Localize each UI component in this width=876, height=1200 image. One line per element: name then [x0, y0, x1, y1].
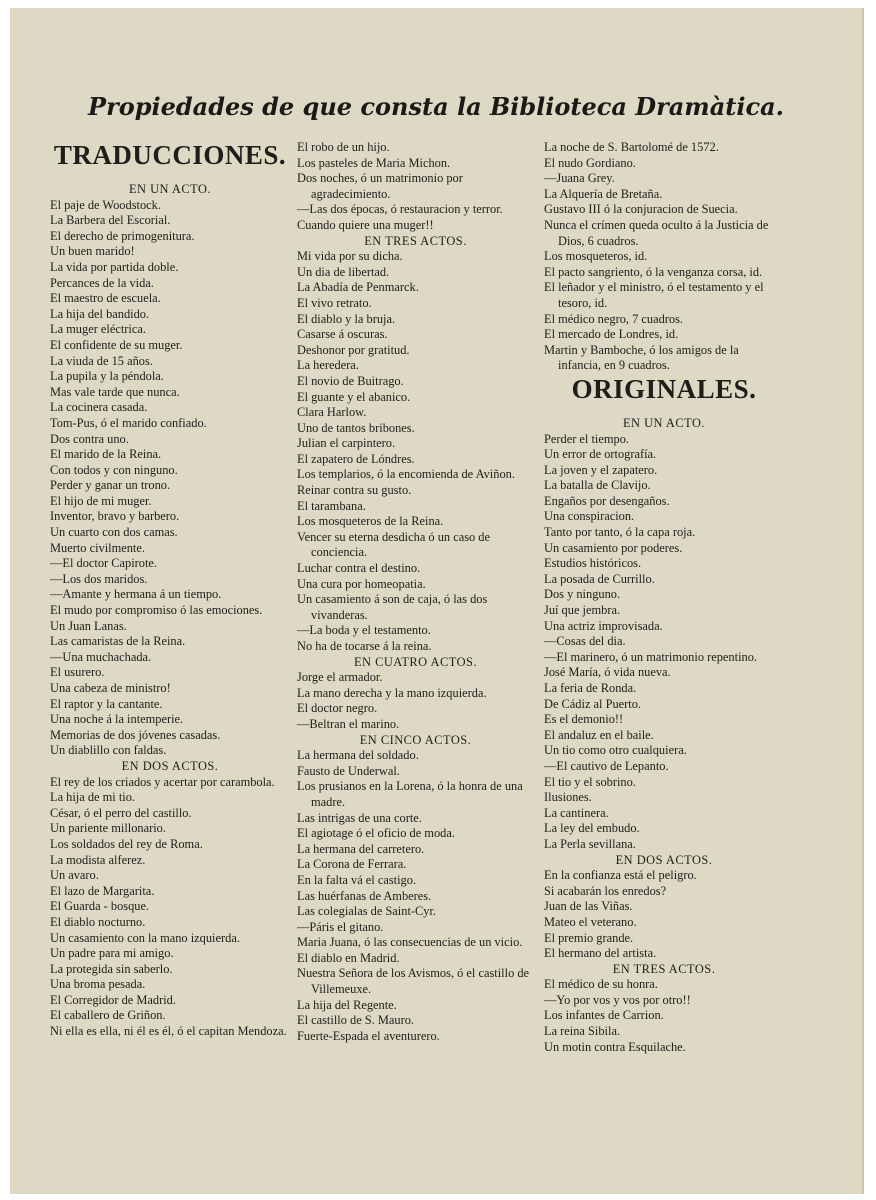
play-title: —Los dos maridos.: [50, 571, 148, 586]
play-title: Maria Juana, ó las consecuencias de un vicio.: [297, 935, 523, 950]
play-title: Cuando quiere una muger!!: [297, 217, 434, 232]
play-title: La Corona de Ferrara.: [297, 857, 407, 872]
play-title: Juan de las Viñas.: [544, 899, 633, 914]
play-title: La viuda de 15 años.: [50, 353, 153, 368]
play-title: El diablo en Madrid.: [297, 950, 400, 965]
play-title: Los templarios, ó la encomienda de Aviñon.: [297, 467, 515, 482]
play-title: El novio de Buitrago.: [297, 373, 404, 388]
play-title: César, ó el perro del castillo.: [50, 805, 192, 820]
play-title: La heredera.: [297, 358, 359, 373]
play-title: Los infantes de Carrion.: [544, 1008, 664, 1023]
play-title: —Amante y hermana á un tiempo.: [50, 587, 222, 602]
column-right: [544, 140, 784, 1055]
play-title: La hija de mi tio.: [50, 790, 135, 805]
play-title: Los soldados del rey de Roma.: [50, 836, 203, 851]
play-title: La batalla de Clavijo.: [544, 478, 651, 493]
section-heading: ORIGINALES.: [571, 373, 757, 404]
play-title: Tanto por tanto, ó la capa roja.: [544, 525, 696, 540]
subsection-heading: EN CUATRO ACTOS.: [353, 654, 478, 669]
play-title: Un padre para mi amigo.: [50, 946, 174, 961]
play-title: Una cura por homeopatia.: [297, 576, 426, 591]
play-title: Clara Harlow.: [297, 405, 367, 420]
play-title: Dos contra uno.: [50, 431, 129, 446]
play-title: El Guarda - bosque.: [50, 899, 150, 914]
play-title: El castillo de S. Mauro.: [297, 1013, 415, 1028]
play-title: La hija del Regente.: [297, 997, 397, 1012]
play-title: La muger eléctrica.: [50, 322, 146, 337]
play-title: El tio y el sobrino.: [544, 774, 636, 789]
play-title: Nunca el crímen queda oculto á la Justicia de Dios, 6 cuadros.: [544, 217, 769, 248]
play-title: El médico de su honra.: [544, 977, 658, 992]
play-title: Las colegialas de Saint-Cyr.: [297, 904, 437, 919]
play-title: La Barbera del Escorial.: [50, 213, 171, 228]
play-title: Julian el carpintero.: [297, 436, 396, 451]
play-title: —El doctor Capirote.: [50, 556, 158, 571]
play-title: El hermano del artista.: [544, 946, 657, 961]
play-title: Un avaro.: [50, 868, 99, 883]
play-title: —Beltran el marino.: [297, 716, 400, 731]
play-title: Muerto civilmente.: [50, 540, 145, 555]
play-title: Un tio como otro cualquiera.: [544, 743, 687, 758]
play-title: —Cosas del dia.: [544, 634, 626, 649]
play-title: El premio grande.: [544, 930, 634, 945]
play-title: Una conspiracion.: [544, 509, 635, 524]
play-title: En la confianza está el peligro.: [544, 868, 697, 883]
play-title: La vida por partida doble.: [50, 259, 179, 274]
play-title: La pupila y la péndola.: [50, 369, 164, 384]
play-title: Las huérfanas de Amberes.: [297, 888, 432, 903]
play-title: Los mosqueteros de la Reina.: [297, 514, 444, 529]
play-title: La hermana del soldado.: [297, 748, 419, 763]
play-title: Un diablillo con faldas.: [50, 743, 167, 758]
play-title: Engaños por desengaños.: [544, 493, 670, 508]
play-title: El raptor y la cantante.: [50, 696, 163, 711]
play-title: Mi vida por su dicha.: [297, 249, 403, 264]
play-title: Un motin contra Esquilache.: [544, 1039, 686, 1054]
play-title: El paje de Woodstock.: [50, 197, 161, 212]
play-title: La protegida sin saberlo.: [50, 961, 173, 976]
play-title: Estudios históricos.: [544, 556, 642, 571]
play-title: —Las dos épocas, ó restauracion y terror.: [297, 202, 503, 217]
play-title: La posada de Currillo.: [544, 571, 655, 586]
subsection-heading: EN UN ACTO.: [622, 415, 706, 430]
play-title: Fausto de Underwal.: [297, 763, 400, 778]
play-title: —Juana Grey.: [544, 171, 615, 186]
play-title: Una noche á la intemperie.: [50, 712, 184, 727]
play-title: —Yo por vos y vos por otro!!: [544, 992, 691, 1007]
play-title: Es el demonio!!: [544, 712, 624, 727]
play-title: Las intrigas de una corte.: [297, 810, 422, 825]
play-title: Fuerte-Espada el aventurero.: [297, 1028, 440, 1043]
play-title: Reinar contra su gusto.: [297, 483, 412, 498]
play-title: El doctor negro.: [297, 701, 378, 716]
play-title: —Una muchachada.: [50, 649, 152, 664]
play-title: La modista alferez.: [50, 852, 146, 867]
play-title: Un casamiento por poderes.: [544, 540, 683, 555]
play-title: De Cádiz al Puerto.: [544, 696, 642, 711]
play-title: El guante y el abanico.: [297, 389, 411, 404]
subsection-heading: EN DOS ACTOS.: [615, 852, 713, 867]
play-title: —La boda y el testamento.: [297, 623, 431, 638]
play-title: La Abadía de Penmarck.: [297, 280, 419, 295]
play-title: Uno de tantos bribones.: [297, 420, 415, 435]
play-title: La mano derecha y la mano izquierda.: [297, 685, 487, 700]
play-title: La noche de S. Bartolomé de 1572.: [544, 140, 719, 154]
play-title: Nuestra Señora de los Avismos, ó el castillo de Villemeuxe.: [297, 966, 530, 997]
subsection-heading: EN DOS ACTOS.: [121, 758, 219, 773]
play-title: Un dia de libertad.: [297, 264, 390, 279]
play-title: Tom-Pus, ó el marido confiado.: [50, 415, 207, 430]
subsection-heading: EN CINCO ACTOS.: [359, 732, 472, 747]
play-title: El diablo y la bruja.: [297, 311, 396, 326]
play-title: —El cautivo de Lepanto.: [544, 758, 669, 773]
play-title: El zapatero de Lóndres.: [297, 451, 415, 466]
play-title: Deshonor por gratitud.: [297, 342, 410, 357]
play-title: Perder y ganar un trono.: [50, 478, 171, 493]
play-title: El agiotage ó el oficio de moda.: [297, 826, 455, 841]
play-title: Un error de ortografía.: [544, 447, 657, 462]
play-title: La Alquería de Bretaña.: [544, 186, 663, 201]
play-title: Ilusiones.: [544, 790, 592, 805]
subsection-heading: EN TRES ACTOS.: [612, 961, 716, 976]
play-title: Casarse á oscuras.: [297, 327, 388, 342]
play-title: Un cuarto con dos camas.: [50, 525, 178, 540]
play-title: Vencer su eterna desdicha ó un caso de conciencia.: [297, 529, 491, 560]
paper-sheet: [10, 8, 864, 1194]
play-title: Mas vale tarde que nunca.: [50, 384, 180, 399]
play-title: Percances de la vida.: [50, 275, 154, 290]
play-title: El leñador y el ministro, ó el testamento y el tesoro, id.: [544, 280, 764, 310]
play-title: La hija del bandido.: [50, 306, 150, 321]
play-title: En la falta vá el castigo.: [297, 872, 417, 887]
play-title: La cocinera casada.: [50, 400, 148, 415]
play-title: Los mosqueteros, id.: [544, 249, 648, 264]
play-title: El andaluz en el baile.: [544, 727, 654, 742]
play-title: El diablo nocturno.: [50, 914, 146, 929]
play-title: Gustavo III ó la conjuracion de Suecia.: [544, 202, 738, 217]
play-title: El pacto sangriento, ó la venganza corsa, id.: [544, 264, 763, 279]
subsection-heading: EN UN ACTO.: [128, 182, 212, 196]
play-title: Las camaristas de la Reina.: [50, 634, 186, 649]
play-title: Un buen marido!: [50, 244, 135, 259]
play-title: Luchar contra el destino.: [297, 561, 421, 576]
play-title: Los prusianos en la Lorena, ó la honra de una madre.: [297, 779, 523, 809]
page-title: Propiedades de que consta la Biblioteca Dramàtica.: [88, 92, 784, 121]
play-title: El vivo retrato.: [297, 295, 372, 310]
play-title: Inventor, bravo y barbero.: [50, 509, 180, 524]
play-title: Memorias de dos jóvenes casadas.: [50, 727, 221, 742]
play-title: El mudo por compromiso ó las emociones.: [50, 603, 263, 618]
play-title: El Corregidor de Madrid.: [50, 992, 176, 1007]
play-title: El lazo de Margarita.: [50, 883, 155, 898]
play-title: El caballero de Griñon.: [50, 1008, 166, 1023]
play-title: Un casamiento con la mano izquierda.: [50, 930, 240, 945]
play-title: El usurero.: [50, 665, 105, 680]
play-title: José María, ó vida nueva.: [544, 665, 671, 680]
play-title: Perder el tiempo.: [544, 431, 629, 446]
play-title: Un pariente millonario.: [50, 821, 166, 836]
play-title: Una actriz improvisada.: [544, 618, 663, 633]
subsection-heading: EN TRES ACTOS.: [364, 233, 467, 248]
play-title: El tarambana.: [297, 498, 366, 513]
play-title: Dos noches, ó un matrimonio por agradecimiento.: [297, 171, 463, 201]
play-title: La ley del embudo.: [544, 821, 640, 836]
play-title: El marido de la Reina.: [50, 447, 162, 462]
play-title: Un Juan Lanas.: [50, 618, 127, 633]
play-title: Ni ella es ella, ni él es él, ó el capitan Mendoza.: [50, 1024, 287, 1039]
play-title: El maestro de escuela.: [50, 291, 161, 306]
play-title: El confidente de su muger.: [50, 337, 183, 352]
column-middle: [297, 140, 534, 1044]
play-title: Con todos y con ninguno.: [50, 462, 178, 477]
play-title: Juí que jembra.: [544, 603, 621, 618]
play-title: —El marinero, ó un matrimonio repentino.: [544, 649, 758, 664]
play-title: Una cabeza de ministro!: [50, 681, 171, 695]
play-title: Dos y ninguno.: [544, 587, 621, 602]
play-title: El nudo Gordiano.: [544, 155, 636, 170]
play-title: El rey de los criados y acertar por carambola.: [50, 774, 275, 789]
play-title: Martin y Bamboche, ó los amigos de la infancia, en 9 cuadros.: [544, 342, 739, 373]
play-title: El mercado de Londres, id.: [544, 327, 679, 342]
play-title: La feria de Ronda.: [544, 681, 637, 695]
play-title: El médico negro, 7 cuadros.: [544, 311, 684, 326]
column-left: [50, 140, 290, 1040]
play-title: Una broma pesada.: [50, 977, 146, 992]
play-title: La cantinera.: [544, 805, 609, 820]
play-title: La reina Sibila.: [544, 1024, 621, 1039]
play-title: El robo de un hijo.: [297, 140, 390, 154]
play-title: El hijo de mi muger.: [50, 493, 152, 508]
play-title: —Páris el gitano.: [297, 919, 384, 934]
play-title: Un casamiento á son de caja, ó las dos vivanderas.: [297, 592, 488, 622]
section-heading: TRADUCCIONES.: [53, 140, 287, 170]
play-title: No ha de tocarse á la reina.: [297, 639, 432, 653]
play-title: Mateo el veterano.: [544, 914, 637, 929]
play-title: Los pasteles de Maria Michon.: [297, 155, 451, 170]
play-title: Jorge el armador.: [297, 670, 383, 685]
play-title: La hermana del carretero.: [297, 841, 425, 856]
play-title: La Perla sevillana.: [544, 836, 636, 851]
play-title: La joven y el zapatero.: [544, 462, 658, 477]
play-title: Si acabarán los enredos?: [544, 883, 667, 898]
play-title: El derecho de primogenitura.: [50, 228, 195, 243]
